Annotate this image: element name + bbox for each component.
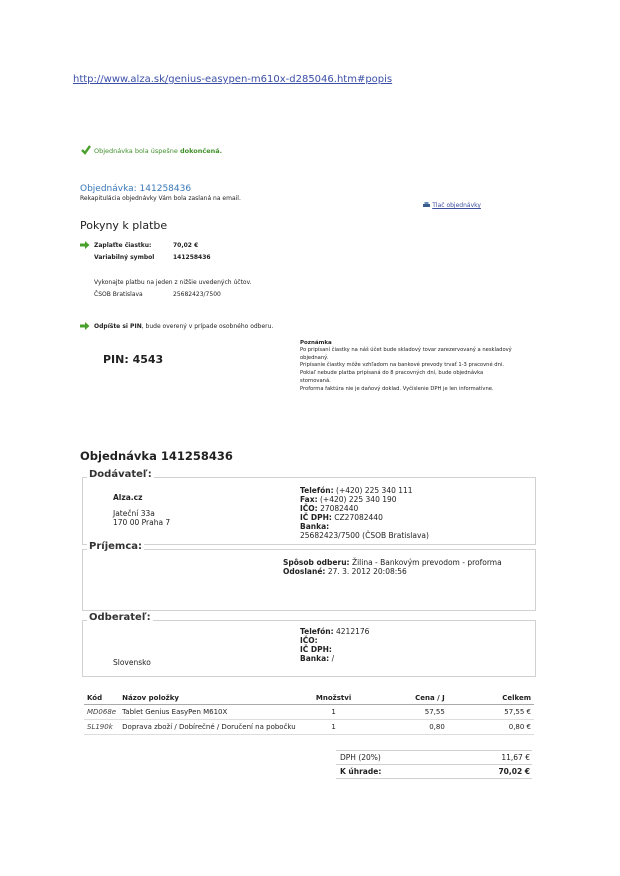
fax-label: Fax:: [300, 495, 318, 504]
item-price: 0,80: [362, 720, 448, 735]
delivery-method-label: Spôsob odberu:: [283, 558, 350, 567]
item-qty: 1: [306, 720, 362, 735]
items-table: [84, 692, 534, 735]
ico-value: 27082440: [320, 504, 359, 513]
recipient-legend: Príjemca:: [89, 541, 142, 552]
customer-legend: Odberateľ:: [89, 612, 151, 623]
note-line: stornovaná.: [300, 377, 331, 384]
order-number-heading: Objednávka: 141258436: [80, 184, 192, 194]
payment-instruction: Vykonajte platbu na jeden z nižšie uvedených účtov.: [94, 279, 252, 286]
amount-label: Zaplaťte čiastku:: [94, 242, 152, 249]
vat-id-label: IČ DPH:: [300, 513, 332, 522]
success-text: Objednávka bola úspešne: [94, 147, 180, 155]
col-name-header: Názov položky: [119, 692, 305, 705]
customer-phone-value: 4212176: [336, 627, 370, 636]
vat-id-value: CZ27082440: [334, 513, 383, 522]
customer-vat-id-label: IČ DPH:: [300, 645, 332, 654]
success-message: [94, 147, 222, 155]
col-code-header: Kód: [84, 692, 119, 705]
supplier-name: Alza.cz: [113, 493, 143, 502]
bank-label: Banka:: [300, 522, 330, 531]
item-name: Doprava zboží / Dobírečné / Doručení na pobočku: [119, 720, 305, 735]
delivery-info: [283, 558, 502, 576]
pin-note-strong: Odpíšte si PIN: [94, 323, 142, 330]
arrow-right-icon: [80, 321, 90, 331]
print-order-label[interactable]: Tlač objednávky: [432, 202, 481, 209]
printer-icon: [423, 202, 430, 208]
pin-code: PIN: 4543: [103, 353, 164, 366]
pin-note: [94, 323, 273, 331]
bank-name: ČSOB Bratislava: [94, 291, 143, 298]
supplier-street: Jateční 33a: [113, 509, 155, 518]
col-qty-header: Množstvi: [306, 692, 362, 705]
supplier-city: 170 00 Praha 7: [113, 518, 171, 527]
variable-symbol-label: Variabilný symbol: [94, 254, 155, 261]
arrow-right-icon: [80, 240, 90, 250]
note-line: Proforma faktúra nie je daňový doklad. Vyčíslenie DPH je len informatívne.: [300, 385, 494, 392]
note-line: objednaný.: [300, 354, 329, 361]
product-url-link[interactable]: http://www.alza.sk/genius-easypen-m610x-d285046.htm#popis: [73, 74, 393, 85]
total-due-label: K úhrade:: [340, 767, 382, 776]
payment-title: Pokyny k platbe: [80, 219, 168, 232]
item-name: Tablet Genius EasyPen M610X: [119, 705, 305, 720]
note-line: Pokiaľ nebude platba pripísaná do 8 pracovných dní, bude objednávka: [300, 370, 484, 377]
payment-note: [300, 339, 545, 393]
supplier-legend: Dodávateľ:: [89, 469, 152, 480]
note-line: Pripísanie čiastky môže vzhľadom na bankové prevody trvať 1-3 pracovné dni.: [300, 362, 504, 369]
item-code: SL190k: [84, 720, 119, 735]
col-price-header: Cena / J: [362, 692, 448, 705]
variable-symbol-value: 141258436: [173, 254, 211, 261]
table-header-row: [84, 692, 534, 705]
totals-divider: [336, 778, 532, 779]
table-row: [84, 720, 534, 735]
sent-value: 27. 3. 2012 20:08:56: [327, 567, 407, 576]
col-total-header: Celkem: [448, 692, 534, 705]
customer-phone-label: Telefón:: [300, 627, 334, 636]
item-code: MD068e: [84, 705, 119, 720]
item-price: 57,55: [362, 705, 448, 720]
item-total: 0,80 €: [448, 720, 534, 735]
vat-label: DPH (20%): [340, 753, 381, 762]
note-title: Poznámka: [300, 340, 332, 346]
customer-info: [300, 627, 369, 663]
item-qty: 1: [306, 705, 362, 720]
bank-value: 25682423/7500 (ČSOB Bratislava): [300, 531, 429, 540]
note-line: Po pripísaní čiastky na náš účet bude skladový tovar zarezervovaný a neskladový: [300, 347, 512, 353]
phone-value: (+420) 225 340 111: [336, 486, 413, 495]
total-due-value: 70,02 €: [498, 767, 530, 776]
pin-note-text: , bude overený v prípade osobného odberu.: [141, 323, 274, 330]
item-total: 57,55 €: [448, 705, 534, 720]
amount-value: 70,02 €: [173, 242, 199, 249]
supplier-contacts: [300, 486, 429, 540]
customer-bank-label: Banka:: [300, 654, 330, 663]
phone-label: Telefón:: [300, 486, 334, 495]
delivery-method-value: Žilina - Bankovým prevodom - proforma: [351, 558, 502, 567]
order-title: Objednávka 141258436: [80, 449, 233, 463]
recap-note: Rekapitulácia objednávky Vám bola zaslaná na email.: [80, 195, 241, 202]
customer-country: Slovensko: [113, 658, 151, 667]
print-order-link[interactable]: [423, 201, 481, 210]
checkmark-icon: [81, 145, 91, 155]
vat-value: 11,67 €: [501, 753, 530, 762]
sent-label: Odoslané:: [283, 567, 326, 576]
totals-divider: [336, 750, 532, 751]
fax-value: (+420) 225 340 190: [319, 495, 397, 504]
customer-bank-value: /: [331, 654, 335, 663]
bank-account: 25682423/7500: [173, 291, 221, 298]
ico-label: IČO:: [300, 504, 318, 513]
customer-ico-label: IČO:: [300, 636, 318, 645]
totals-divider: [336, 764, 532, 765]
table-row: [84, 705, 534, 720]
success-strong: dokončená.: [179, 147, 223, 155]
